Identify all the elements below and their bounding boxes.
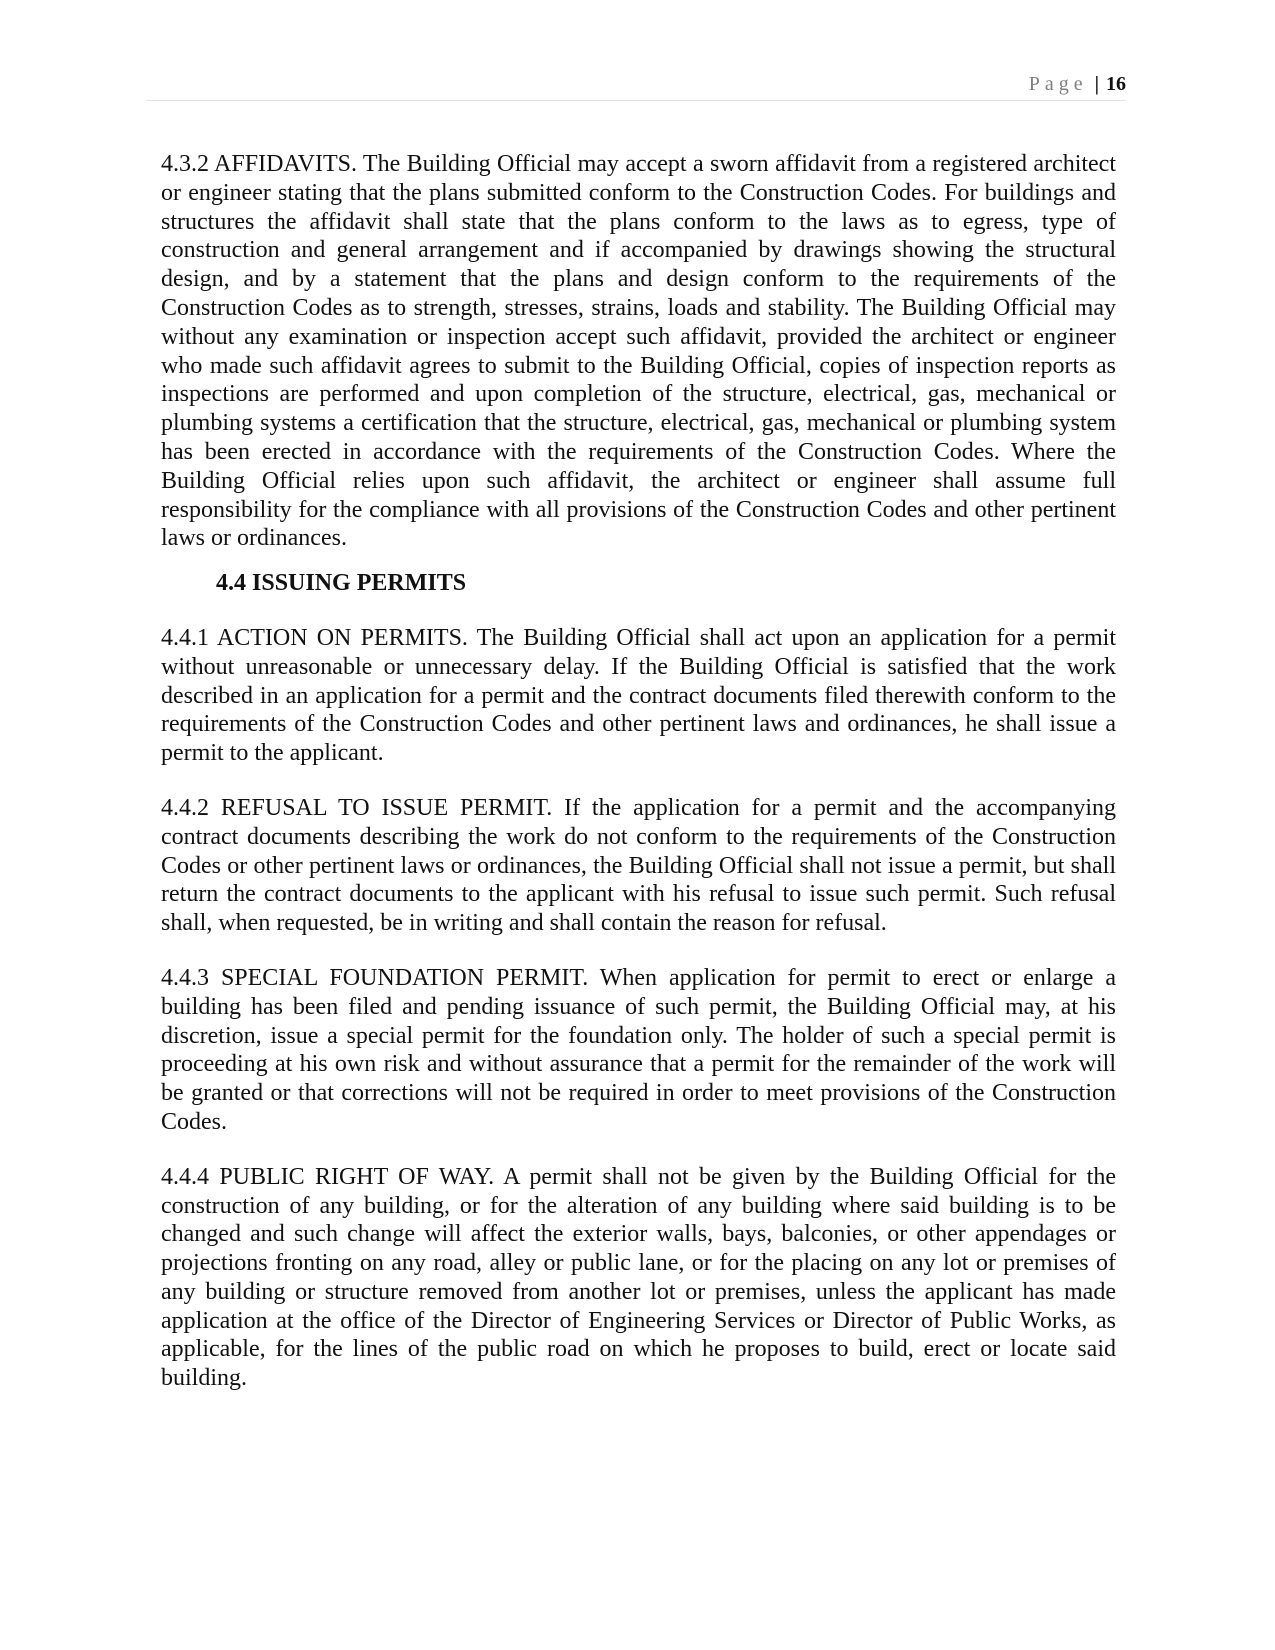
section-4-4-2-refusal-to-issue-permit: 4.4.2 REFUSAL TO ISSUE PERMIT. If the application for a permit and the accompanying contract documents describing the work do not conform to the requirements of the Construction Codes or other pertinent laws or ordinances, the Building Official shall not issue a permit, but shall return the contract documents to the applicant with his refusal to issue such permit. Such refusal shall, when requested, be in writing and shall contain the reason for refusal. bbox=[161, 794, 1116, 937]
document-body bbox=[161, 150, 1116, 1393]
page-number-label bbox=[1029, 74, 1126, 94]
section-heading-4-4: 4.4 ISSUING PERMITS bbox=[216, 570, 467, 597]
section-4-4-4-public-right-of-way: 4.4.4 PUBLIC RIGHT OF WAY. A permit shall not be given by the Building Official for the construction of any building, or for the alteration of any building where said building is to be changed and such change will affect the exterior walls, bays, balconies, or other appendages or projections fronting on any road, alley or public lane, or for the placing on any lot or premises of any building or structure removed from another lot or premises, unless the applicant has made application at the office of the Director of Engineering Services or Director of Public Works, as applicable, for the lines of the public road on which he proposes to build, erect or locate said building. bbox=[161, 1163, 1116, 1392]
section-4-4-3-special-foundation-permit: 4.4.3 SPECIAL FOUNDATION PERMIT. When application for permit to erect or enlarge a building has been filed and pending issuance of such permit, the Building Official may, at his discretion, issue a special permit for the foundation only. The holder of such a special permit is proceeding at his own risk and without assurance that a permit for the remainder of the work will be granted or that corrections will not be required in order to meet provisions of the Construction Codes. bbox=[161, 964, 1116, 1135]
section-4-3-2-affidavits: 4.3.2 AFFIDAVITS. The Building Official may accept a sworn affidavit from a registered architect or engineer stating that the plans submitted conform to the Construction Codes. For buildings and structures the affidavit shall state that the plans conform to the laws as to egress, type of construction and general arrangement and if accompanied by drawings showing the structural design, and by a statement that the plans and design conform to the requirements of the Construction Codes as to strength, stresses, strains, loads and stability. The Building Official may without any examination or inspection accept such affidavit, provided the architect or engineer who made such affidavit agrees to submit to the Building Official, copies of inspection reports as inspections are performed and upon completion of the structure, electrical, gas, mechanical or plumbing systems a certification that the structure, electrical, gas, mechanical or plumbing system has been erected in accordance with the requirements of the Construction Codes. Where the Building Official relies upon such affidavit, the architect or engineer shall assume full responsibility for the compliance with all provisions of the Construction Codes and other pertinent laws or ordinances. bbox=[161, 151, 1116, 552]
page-number: 16 bbox=[1106, 73, 1126, 95]
page-header bbox=[146, 70, 1126, 101]
section-4-4-1-action-on-permits: 4.4.1 ACTION ON PERMITS. The Building Official shall act upon an application for a permit without unreasonable or unnecessary delay. If the Building Official is satisfied that the work described in an application for a permit and the contract documents filed therewith conform to the requirements of the Construction Codes and other pertinent laws and ordinances, he shall issue a permit to the applicant. bbox=[161, 624, 1116, 767]
page-separator: | bbox=[1094, 73, 1099, 95]
page-word: Page bbox=[1028, 73, 1088, 95]
